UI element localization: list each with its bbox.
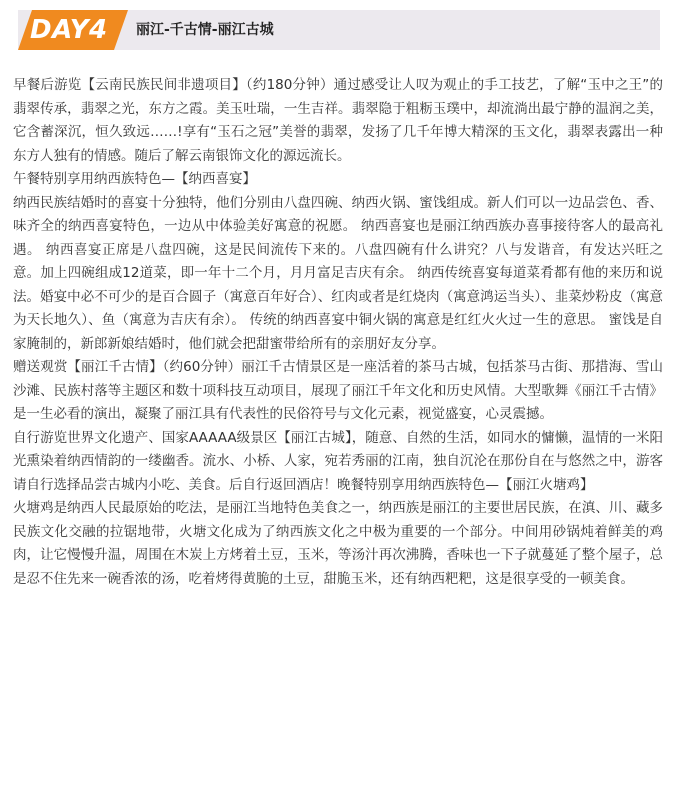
itinerary-content — [13, 74, 663, 591]
day-label: DAY4 — [30, 15, 108, 45]
paragraph-lunch: 午餐特别享用纳西族特色—【纳西喜宴】 — [13, 171, 256, 187]
paragraph-old-town: 自行游览世界文化遗产、国家AAAAA级景区【丽江古城】，随意、自然的生活，如同水的慵懒，温情的一米阳光熏染着纳西情韵的一缕幽香。流水、小桥、人家，宛若秀丽的江南，独自沉沦在那份自在与悠然之中，游客请自行选择品尝古城内小吃、美食。后自行返回酒店！晚餐特别享用纳西族特色—【丽江火塘鸡】 — [13, 429, 663, 493]
day-header — [18, 10, 660, 50]
paragraph-fire-pit-chicken: 火塘鸡是纳西人民最原始的吃法，是丽江当地特色美食之一，纳西族是丽江的主要世居民族，在滇、川、藏多民族文化交融的拉锯地带，火塘文化成为了纳西族文化之中极为重要的一个部分。中间用砂锅炖着鲜美的鸡肉，让它慢慢升温，周围在木炭上方烤着土豆，玉米，等汤汁再次沸腾，香味也一下子就蔓延了整个屋子，总是忍不住先来一碗香浓的汤，吃着烤得黄脆的土豆，甜脆玉米，还有纳西粑粑，这是很享受的一顿美食。 — [13, 500, 663, 587]
paragraph-jade-tour: 早餐后游览【云南民族民间非遗项目】（约180分钟）通过感受让人叹为观止的手工技艺，了解“玉中之王”的翡翠传承，翡翠之光，东方之霞。美玉吐瑞，一生吉祥。翡翠隐于粗粝玉璞中，却流淌出最宁静的温润之美，它含蓄深沉，恒久致远……!享有“玉石之冠”美誉的翡翠，发扬了几千年博大精深的玉文化，翡翠表露出一种东方人独有的情感。随后了解云南银饰文化的源远流长。 — [13, 77, 663, 164]
paragraph-show: 赠送观赏【丽江千古情】（约60分钟）丽江千古情景区是一座活着的茶马古城，包括茶马古街、那措海、雪山沙滩、民族村落等主题区和数十项科技互动项目，展现了丽江千年文化和历史风情。大型歌舞《丽江千古情》是一生必看的演出，凝聚了丽江具有代表性的民俗符号与文化元素，视觉盛宴，心灵震撼。 — [13, 359, 663, 422]
paragraph-naxi-banquet: 纳西民族结婚时的喜宴十分独特，他们分别由八盘四碗、纳西火锅、蜜饯组成。新人们可以一边品尝色、香、味齐全的纳西喜宴特色，一边从中体验美好寓意的祝愿。 纳西喜宴也是丽江纳西族办喜事接待客人的最高礼遇。 纳西喜宴正席是八盘四碗，这是民间流传下来的。八盘四碗有什么讲究？八与发谐音，有发达兴旺之意。加上四碗组成12道菜，即一年十二个月，月月富足吉庆有余。 纳西传统喜宴每道菜肴都有他的来历和说法。婚宴中必不可少的是百合圆子（寓意百年好合）、红肉或者是红烧肉（寓意鸿运当头）、韭菜炒粉皮（寓意为天长地久）、鱼（寓意为吉庆有余）。 传统的纳西喜宴中铜火锅的寓意是红红火火过一生的意思。 蜜饯是自家腌制的，新郎新娘结婚时，他们就会把甜蜜带给所有的亲朋好友分享。 — [13, 194, 663, 352]
day-title: 丽江-千古情-丽江古城 — [136, 22, 274, 38]
